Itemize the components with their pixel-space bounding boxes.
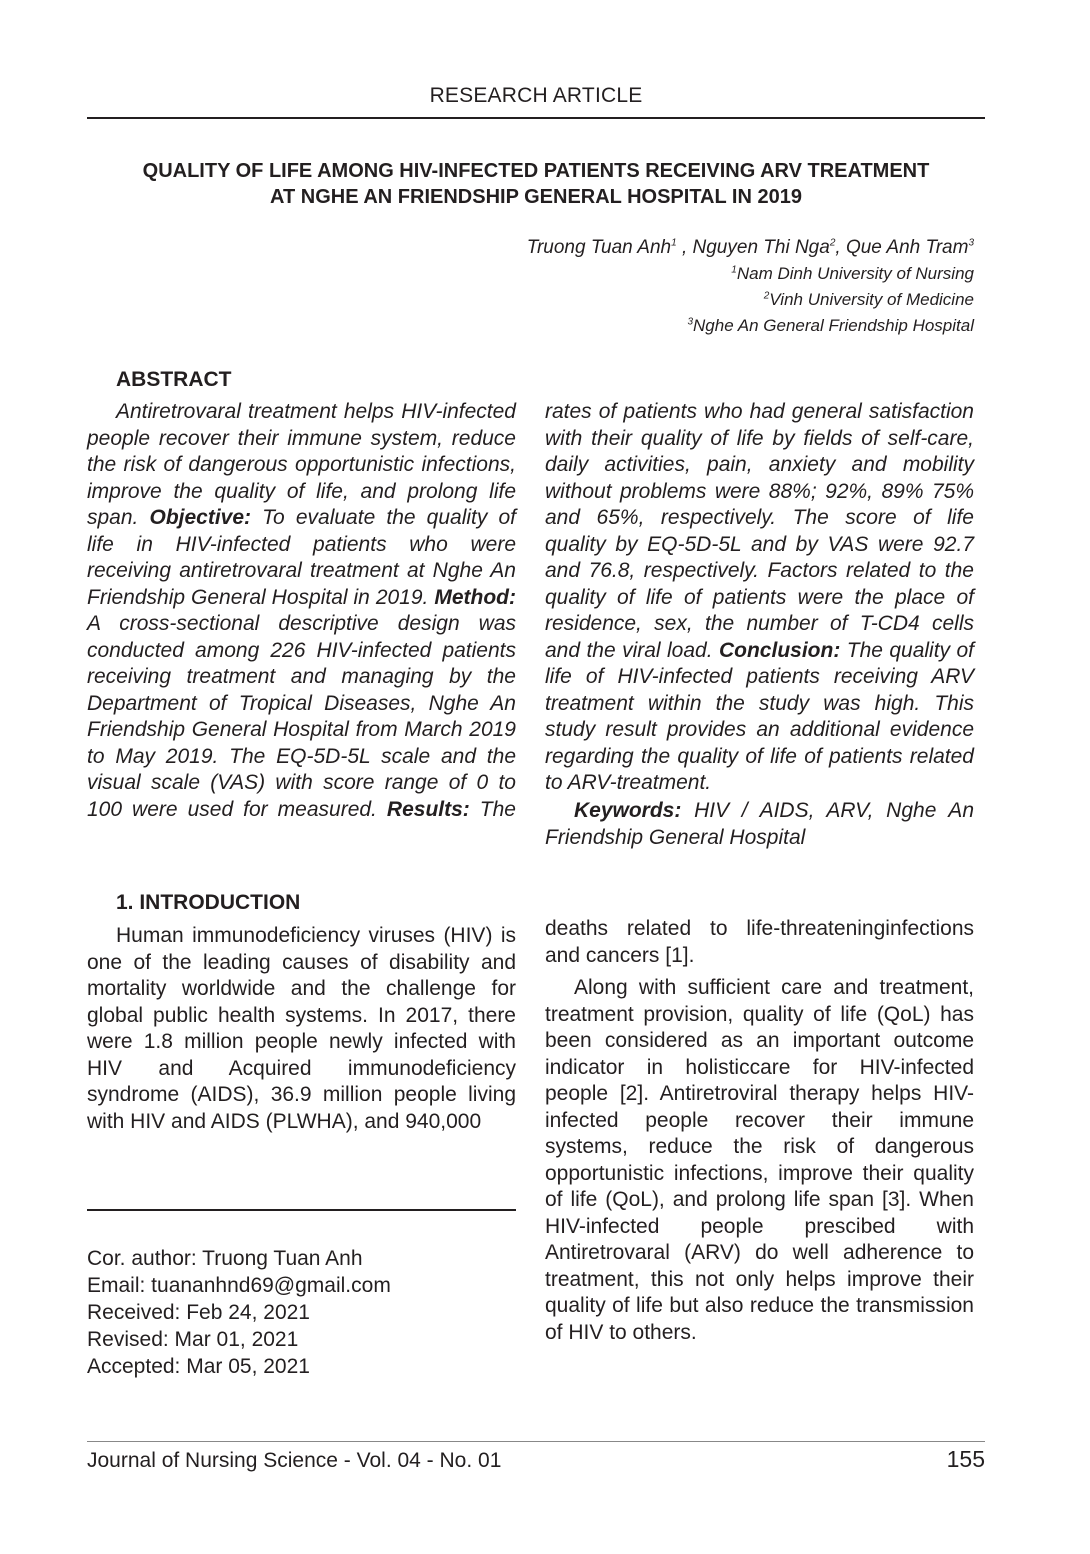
method-label: Method:	[434, 585, 516, 609]
author-list: Truong Tuan Anh$^1$ , Nguyen Thi Nga$^2$, Que Anh Tram$^3$	[526, 237, 974, 258]
affiliation-2: $^2$Vinh University of Medicine	[763, 290, 974, 309]
journal-name: Journal of Nursing Science - Vol. 04 - No. 01	[87, 1449, 502, 1472]
author-3: Que Anh Tram	[845, 237, 969, 258]
article-title	[87, 158, 985, 210]
keywords-label: Keywords:	[574, 799, 682, 822]
footnote-rule	[87, 1209, 516, 1211]
author-2: Nguyen Thi Nga	[692, 237, 830, 258]
intro-paragraph-1-continued: deaths related to life-threateninginfections and cancers [1].	[545, 917, 974, 967]
correspondence-block	[87, 1245, 391, 1380]
introduction-left	[87, 923, 516, 1135]
author-block	[527, 235, 974, 339]
affiliation-3: $^3$Nghe An General Friendship Hospital	[687, 316, 974, 335]
abstract-heading: ABSTRACT	[116, 368, 232, 391]
objective-label: Objective:	[149, 506, 252, 529]
revised-date: Revised: Mar 01, 2021	[87, 1328, 299, 1351]
affiliation-1: $^1$Nam Dinh University of Nursing	[731, 264, 974, 283]
keywords: Keywords: HIV / AIDS, ARV, Nghe An Friendship General Hospital	[545, 799, 974, 849]
abstract-columns	[87, 399, 974, 825]
header-rule	[87, 117, 985, 119]
corresponding-author: Cor. author: Truong Tuan Anh	[87, 1247, 363, 1270]
title-line-2: AT NGHE AN FRIENDSHIP GENERAL HOSPITAL IN 2019	[270, 186, 802, 208]
author-1: Truong Tuan Anh	[526, 237, 672, 258]
introduction-right	[545, 916, 974, 1346]
received-date: Received: Feb 24, 2021	[87, 1301, 310, 1324]
results-label: Results:	[386, 797, 470, 821]
conclusion-label: Conclusion:	[718, 638, 841, 662]
intro-paragraph-2: Along with sufficient care and treatment, treatment provision, quality of life (QoL) has been considered as an important outcome indicator in holisticcare for HIV-infected people [2]. Antiretroviral therapy helps HIV-infected people recover their immune systems, reduce the risk of dangerous opportunistic infections, improve their quality of life (QoL), and prolong life span [3]. When HIV-infected people prescibed with Antiretrovaral (ARV) do well adherence to treatment, this not only helps improve their quality of life but also reduce the transmission of HIV to others.	[545, 976, 974, 1344]
intro-paragraph-1: Human immunodeficiency viruses (HIV) is one of the leading causes of disability and mortality worldwide and the challenge for global public health systems. In 2017, there were 1.8 million people newly infected with HIV and Acquired immunodeficiency syndrome (AIDS), 36.9 million people living with HIV and AIDS (PLWHA), and 940,000	[87, 924, 516, 1133]
author-email: Email: tuananhnd69@gmail.com	[87, 1274, 391, 1297]
accepted-date: Accepted: Mar 05, 2021	[87, 1355, 310, 1378]
footer-rule	[87, 1441, 985, 1442]
introduction-heading: 1. INTRODUCTION	[116, 891, 301, 914]
abstract-paragraph: Antiretrovaral treatment helps HIV-infected people recover their immune system, reduce the risk of dangerous opportunistic infections, improve the quality of life, and prolong life span. Objective: To evaluate the quality of life in HIV-infected patients who were receiving antiretrovaral treatment at Nghe An Friendship General Hospital in 2019. Method: A cross-sectional descriptive design was conducted among 226 HIV-infected patients receiving treatment and managing by the Department of Tropical Diseases, Nghe An Friendship General Hospital from March 2019 to May 2019. The EQ-5D-5L scale and the visual scale (VAS) with score range of 0 to 100 were used for measured. Results: The rates of patients who had general satisfaction with their quality of life by fields of self-care, daily activities, pain, anxiety and mobility without problems were 88%; 92%, 89% 75% and 65%, respectively. The score of life quality by EQ-5D-5L and by VAS were 92.7 and 76.8, respectively. Factors related to the quality of life of patients were the place of residence, sex, the number of T-CD4 cells and the viral load. Conclusion: The quality of life of HIV-infected patients receiving ARV treatment within the study was high. This study result provides an additional evidence regarding the quality of life of patients related to ARV-treatment.	[87, 400, 974, 821]
title-line-1: QUALITY OF LIFE AMONG HIV-INFECTED PATIENTS RECEIVING ARV TREATMENT	[142, 160, 930, 182]
page-number: 155	[946, 1446, 985, 1472]
running-header: RESEARCH ARTICLE	[429, 84, 643, 107]
